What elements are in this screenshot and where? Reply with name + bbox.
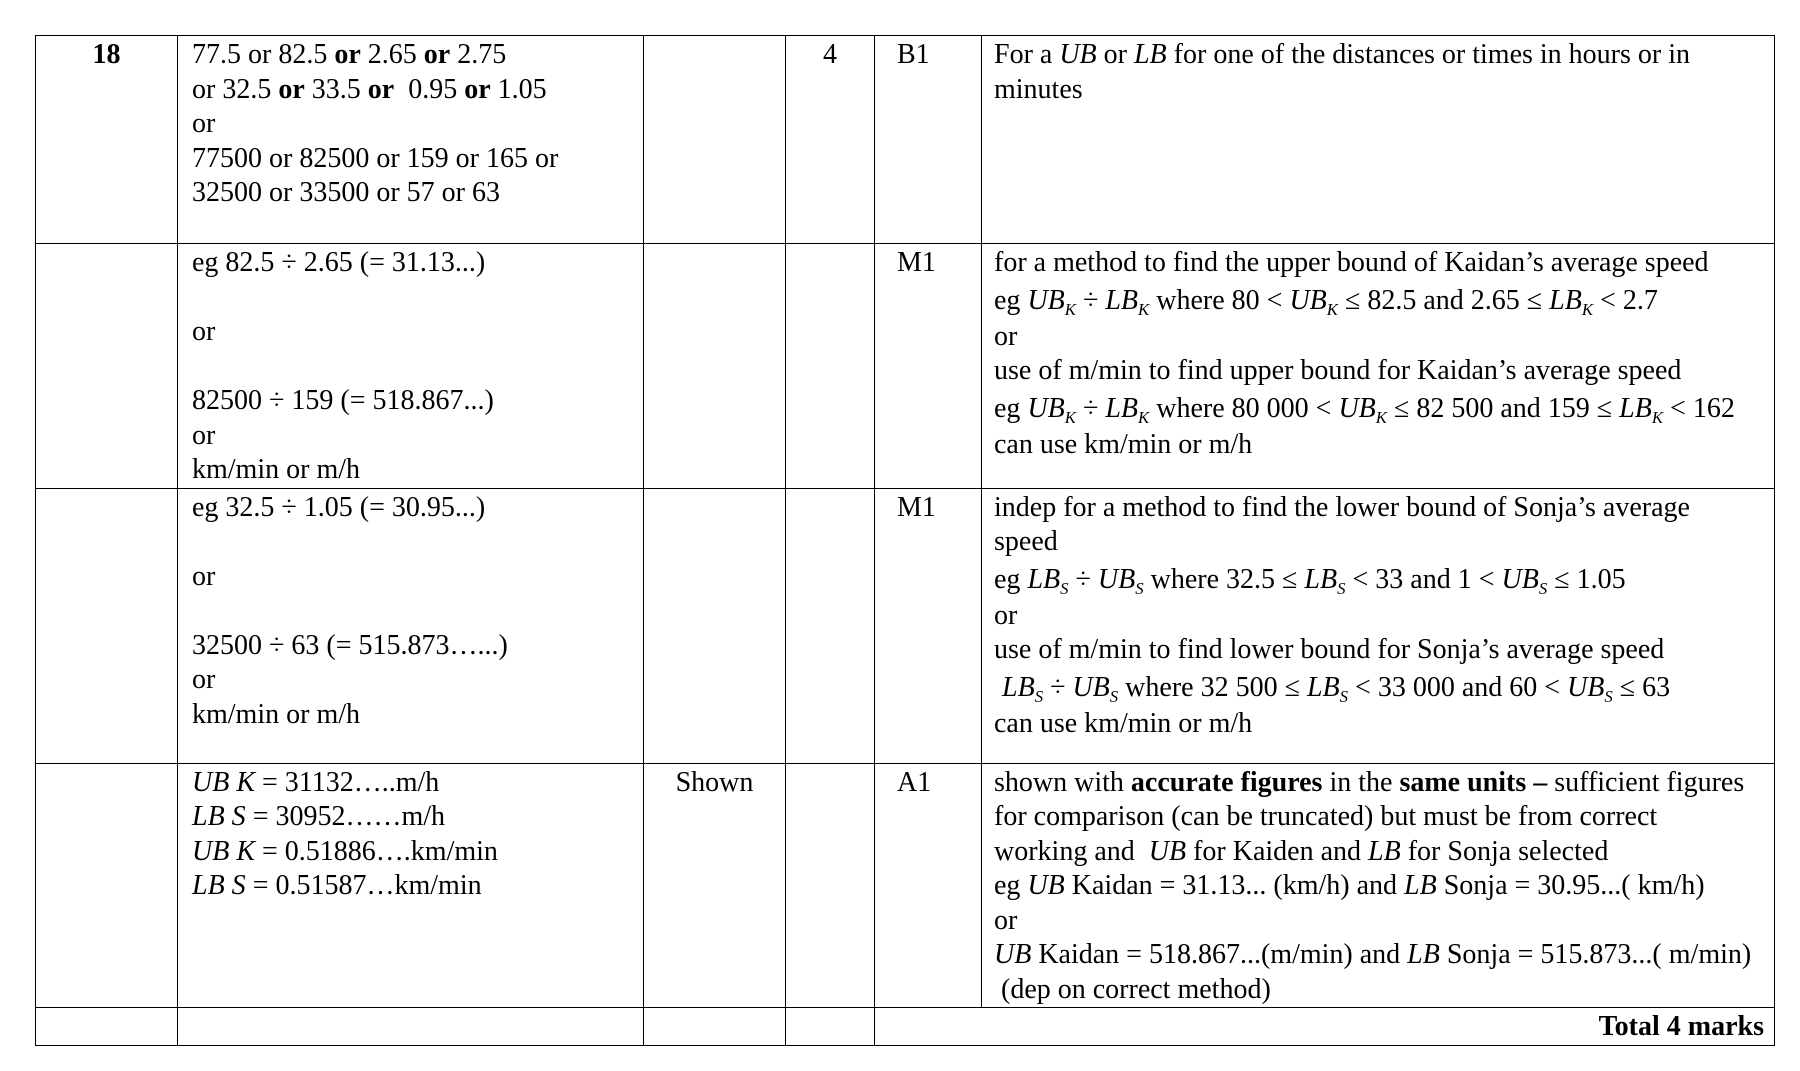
marks-cell [786, 488, 875, 763]
working-line: or [192, 316, 216, 347]
math-expression: eg $UB_K \div LB_K$ where $80 < UB_K \le 82.5$ and $2.65 \le LB_K < 2.7$ [994, 284, 1658, 319]
answer-cell [644, 244, 786, 489]
working-line: km/min or m/h [192, 454, 360, 485]
working-line: eg 82.5 ÷ 2.65 (= 31.13...) [192, 247, 486, 278]
guidance-line: working and UB for Kaiden and LB for Sonja selected [994, 835, 1609, 867]
working-cell [178, 763, 644, 1008]
guidance-line: for a method to find the upper bound of Kaidan’s average speed [994, 247, 1709, 278]
mark-code: M1 [875, 488, 982, 763]
guidance-line: can use km/min or m/h [994, 428, 1253, 460]
guidance-line: or [994, 599, 1018, 631]
guidance-cell [982, 488, 1775, 763]
math-expression: eg $UB_K \div LB_K$ where 80 $000 < UB_K \le 82$ 500 and $159 \le LB_K < 162$ [994, 392, 1735, 427]
guidance-cell [982, 244, 1775, 489]
math-expression: eg $LB_S \div UB_S$ where $32.5 \le LB_S < 33$ and $1 < UB_S \le 1.05$ [994, 563, 1626, 598]
working-line: or [192, 664, 216, 695]
guidance-cell [982, 36, 1775, 244]
working-line: 32500 or 33500 or 57 or 63 [192, 177, 500, 208]
guidance-line: use of m/min to find lower bound for Sonja’s average speed [994, 634, 1665, 665]
guidance-line: can use km/min or m/h [994, 707, 1253, 739]
guidance-line: shown with accurate figures in the same units – sufficient figures [994, 766, 1745, 798]
marks-cell [786, 763, 875, 1008]
working-line: 77500 or 82500 or 159 or 165 or [192, 142, 559, 174]
table-row [36, 36, 1775, 244]
total-row [36, 1008, 1775, 1046]
math-expression: $LB_S \div UB_S$ where 32 $500 \le LB_S < 33$ 000 and $60 < UB_S \le 63$ [1002, 671, 1671, 706]
guidance-line: indep for a method to find the lower bound of Sonja’s average [994, 491, 1690, 523]
table-row [36, 244, 1775, 489]
working-line: LB S = 30952……m/h [192, 801, 446, 832]
guidance-line: (dep on correct method) [994, 973, 1271, 1005]
working-line: UB K = 31132…..m/h [192, 766, 440, 798]
guidance-line: eg UB Kaidan = 31.13... (km/h) and LB Sonja = 30.95...( km/h) [994, 870, 1705, 901]
working-cell [178, 36, 644, 244]
working-line: or [192, 419, 216, 451]
working-cell [178, 244, 644, 489]
working-line: 77.5 or 82.5 or 2.65 or 2.75 [192, 39, 507, 70]
working-line: or [192, 560, 216, 592]
mark-code: A1 [875, 763, 982, 1008]
table-row [36, 763, 1775, 1008]
guidance-line: speed [994, 526, 1058, 557]
guidance-cell [982, 763, 1775, 1008]
working-line: eg 32.5 ÷ 1.05 (= 30.95...) [192, 491, 486, 523]
marks-cell [786, 244, 875, 489]
mark-code: B1 [875, 36, 982, 244]
guidance-line: UB Kaidan = 518.867...(m/min) and LB Sonja = 515.873...( m/min) [994, 939, 1752, 970]
guidance-line: for comparison (can be truncated) but must be from correct [994, 801, 1658, 832]
working-cell [178, 488, 644, 763]
guidance-line: For a UB or LB for one of the distances or times in hours or in [994, 39, 1691, 70]
working-line: 82500 ÷ 159 (= 518.867...) [192, 385, 494, 416]
answer-cell [644, 36, 786, 244]
question-number: 18 [36, 36, 178, 244]
mark-code: M1 [875, 244, 982, 489]
marks-cell: 4 [786, 36, 875, 244]
answer-cell [644, 488, 786, 763]
guidance-line: use of m/min to find upper bound for Kaidan’s average speed [994, 355, 1682, 386]
guidance-line: or [994, 320, 1018, 352]
mark-scheme-table [35, 35, 1775, 1046]
guidance-line: minutes [994, 73, 1083, 105]
working-line: 32500 ÷ 63 (= 515.873…...) [192, 629, 508, 661]
guidance-line: or [994, 904, 1018, 936]
working-line: or [192, 108, 216, 139]
total-marks: Total 4 marks [875, 1008, 1775, 1046]
working-line: UB K = 0.51886….km/min [192, 835, 498, 867]
working-line: km/min or m/h [192, 698, 360, 730]
working-line: or 32.5 or 33.5 or 0.95 or 1.05 [192, 73, 547, 105]
answer-cell: Shown [644, 763, 786, 1008]
table-row [36, 488, 1775, 763]
working-line: LB S = 0.51587…km/min [192, 870, 482, 901]
